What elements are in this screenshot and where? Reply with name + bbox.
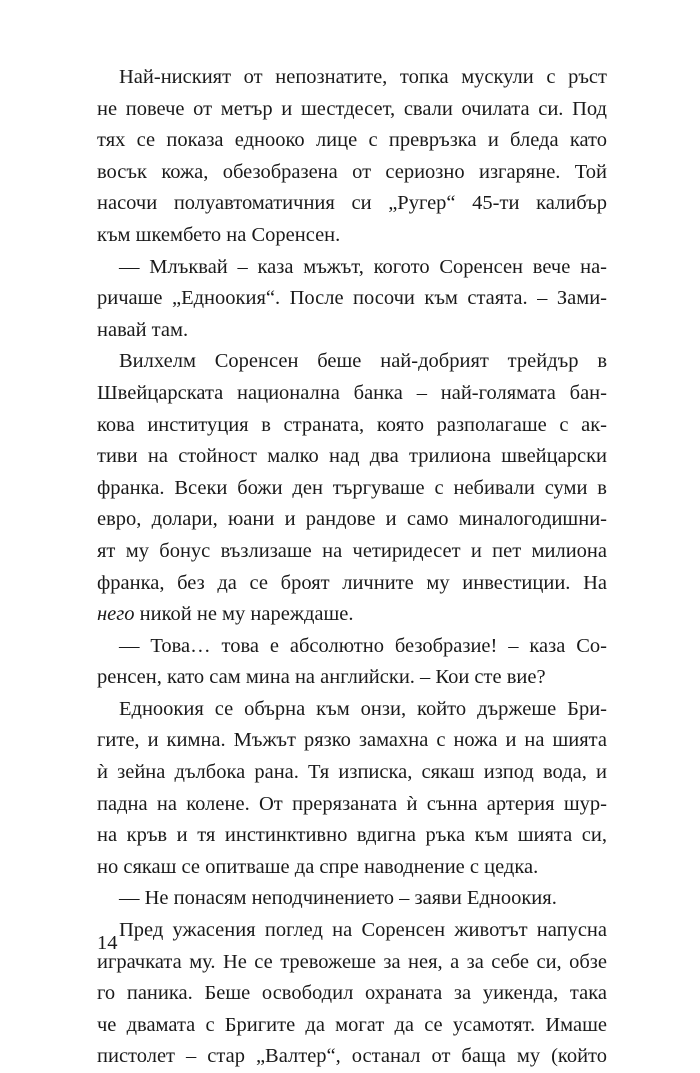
body-text	[97, 62, 607, 1073]
text-line: към шкембето на Соренсен.	[97, 223, 341, 246]
text-line	[97, 599, 607, 631]
text-line: кова институция в страната, която разполагаше с ак-	[97, 413, 607, 436]
text-line: Едноокия се обърна към онзи, който държеше Бри-	[119, 697, 607, 720]
text-line: насочи полуавтоматичния си „Ругер“ 45-ти калибър	[97, 192, 607, 215]
text-line: не повече от метър и шестдесет, свали очилата си. Под	[97, 97, 607, 120]
text-line: — Не понасям неподчинението – заяви Едноокия.	[119, 887, 557, 910]
page-number: 14	[97, 932, 118, 954]
text-line: — Млъквай – каза мъжът, когото Соренсен вече на-	[119, 255, 607, 278]
text-line: навай там.	[97, 318, 189, 341]
text-line: пистолет – стар „Валтер“, останал от баща му (който	[97, 1045, 607, 1068]
text-line-rest: никой не му нареждаше.	[134, 603, 354, 626]
text-line: гите, и кимна. Мъжът рязко замахна с ножа и на шията	[97, 729, 607, 752]
text-line: Пред ужасения поглед на Соренсен животът напусна	[119, 919, 607, 942]
text-line: на кръв и тя инстинктивно вдигна ръка към шията си,	[97, 824, 607, 847]
text-line: франка. Всеки божи ден търгуваше с небивали суми в	[97, 476, 607, 499]
text-line: ѝ зейна дълбока рана. Тя изписка, сякаш изпод вода, и	[97, 761, 607, 784]
text-line: го паника. Беше освободил охраната за уикенда, така	[97, 982, 607, 1005]
text-line: Най-ниският от непознатите, топка мускули с ръст	[119, 66, 607, 88]
text-line: ренсен, като сам мина на английски. – Кои сте вие?	[97, 666, 546, 689]
text-line: франка, без да се броят личните му инвестиции. На	[97, 571, 607, 594]
text-line: Вилхелм Соренсен беше най-добрият трейдър в	[119, 350, 607, 373]
text-line: ричаше „Едноокия“. После посочи към стаята. – Зами-	[97, 287, 607, 310]
text-line: тиви на стойност малко над два трилиона швейцарски	[97, 445, 607, 468]
text-line: евро, долари, юани и рандове и само миналогодишни-	[97, 508, 607, 531]
text-line: тях се показа едноoко лице с превръзка и бледа като	[97, 129, 607, 152]
text-line: но сякаш се опитваше да спре наводнение с цедка.	[97, 855, 539, 878]
text-line: Швейцарската национална банка – най-голямата бан-	[97, 381, 607, 404]
text-line: падна на колене. От прерязаната ѝ сънна артерия шур-	[97, 792, 607, 815]
emphasis-word: него	[97, 603, 135, 626]
text-line: — Това… това е абсолютно безобразие! – каза Со-	[119, 634, 607, 657]
text-line: ят му бонус възлизаше на четиридесет и пет милиона	[97, 539, 607, 562]
text-line: че двамата с Бригите да могат да се усамотят. Имаше	[97, 1013, 607, 1036]
text-line: восък кожа, обезобразена от сериозно изгаряне. Той	[97, 160, 607, 183]
text-line: играчката му. Не се тревожеше за нея, а за себе си, обзе	[97, 950, 607, 973]
